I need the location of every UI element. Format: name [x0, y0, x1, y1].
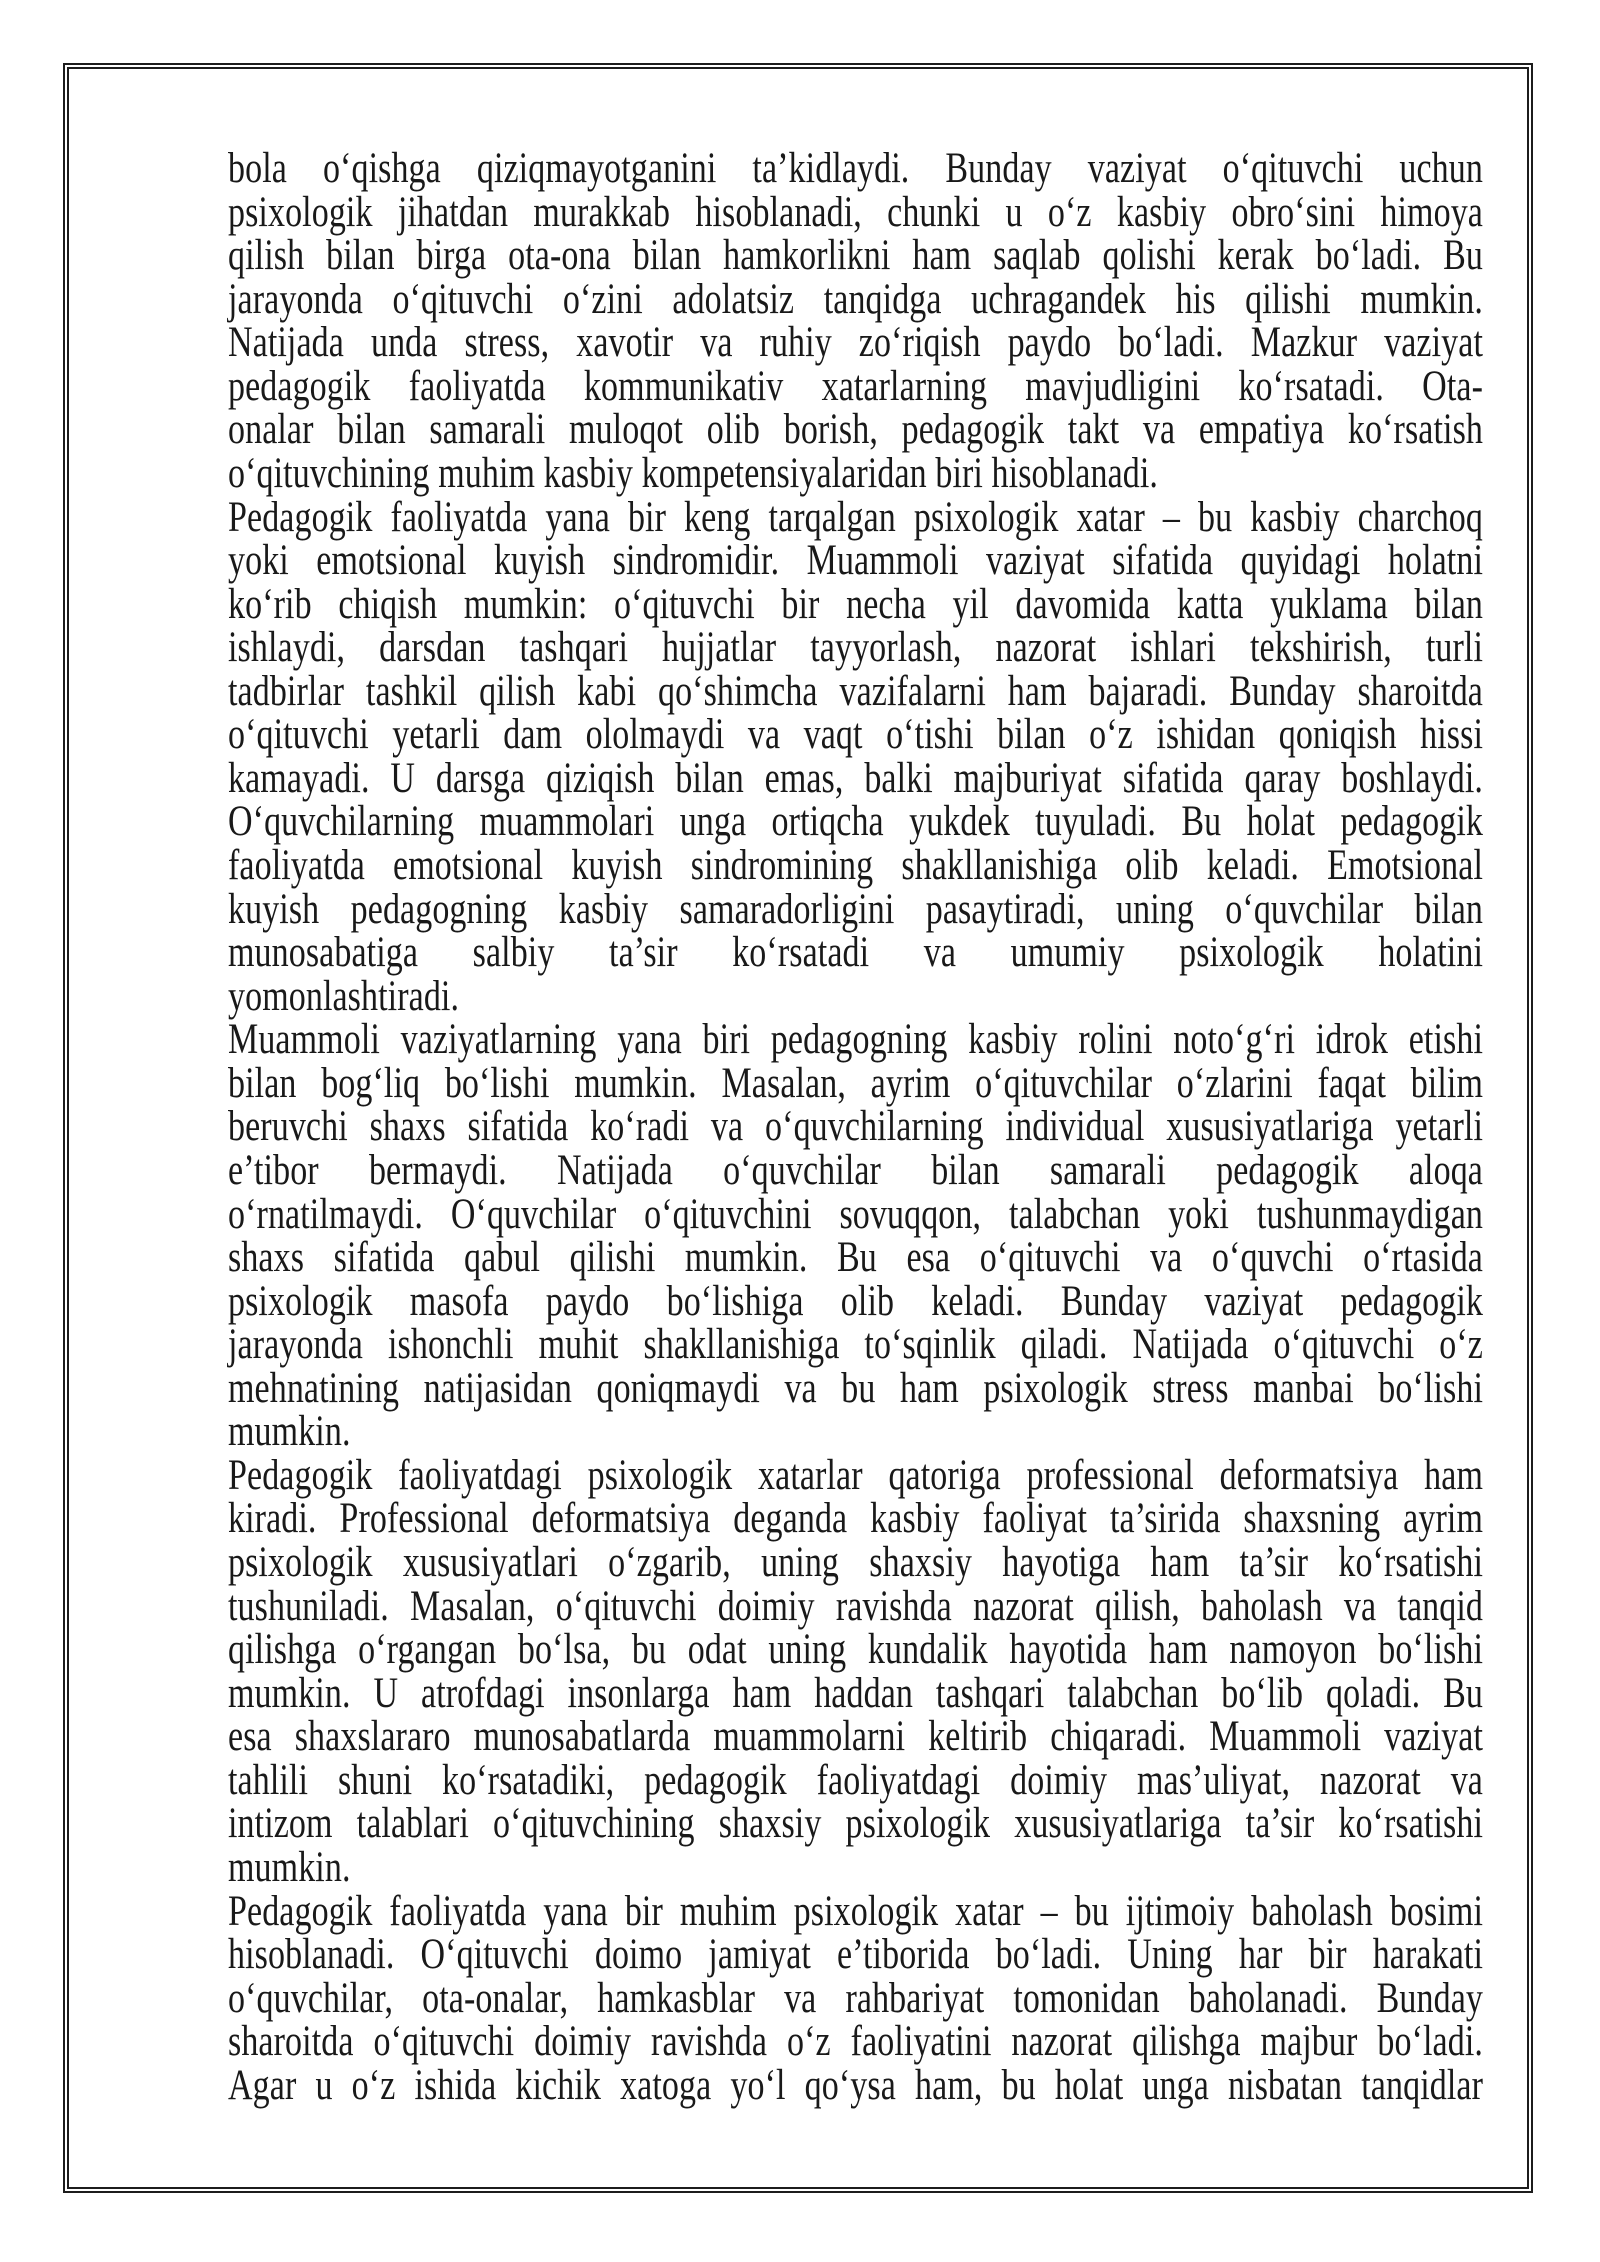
text-line: mumkin. — [228, 1408, 351, 1456]
text-line: Pedagogik faoliyatda yana bir muhim psixologik xatar – bu ijtimoiy baholash bosimi — [228, 1887, 1483, 1935]
text-line: kiradi. Professional deformatsiya deganda kasbiy faoliyat ta’sirida shaxsning ayrim — [228, 1495, 1483, 1543]
paragraph — [228, 144, 1483, 498]
page-border-inner — [67, 67, 1529, 2189]
text-line: jarayonda o‘qituvchi o‘zini adolatsiz tanqidga uchragandek his qilishi mumkin. — [228, 275, 1483, 323]
text-line: yoki emotsional kuyish sindromidir. Muammoli vaziyat sifatida quyidagi holatni — [228, 536, 1483, 585]
text-line: Pedagogik faoliyatdagi psixologik xatarlar qatoriga professional deformatsiya ham — [228, 1451, 1483, 1499]
text-line: tushuniladi. Masalan, o‘qituvchi doimiy ravishda nazorat qilish, baholash va tanqid — [228, 1582, 1483, 1630]
text-line: psixologik jihatdan murakkab hisoblanadi, chunki u o‘z kasbiy obro‘sini himoya — [228, 188, 1483, 236]
text-line: o‘rnatilmaydi. O‘quvchilar o‘qituvchini sovuqqon, talabchan yoki tushunmaydigan — [228, 1190, 1483, 1238]
text-line: o‘quvchilar, ota-onalar, hamkasblar va rahbariyat tomonidan baholanadi. Bunday — [228, 1974, 1483, 2022]
text-line: ishlaydi, darsdan tashqari hujjatlar tayyorlash, nazorat ishlari tekshirish, turli — [228, 623, 1483, 672]
text-line: munosabatiga salbiy ta’sir ko‘rsatadi va umumiy psixologik holatini — [228, 928, 1483, 977]
text-line: e’tibor bermaydi. Natijada o‘quvchilar bilan samarali pedagogik aloqa — [228, 1146, 1483, 1195]
text-line: qilish bilan birga ota-ona bilan hamkorlikni ham saqlab qolishi kerak bo‘ladi. Bu — [228, 231, 1483, 280]
text-line: Pedagogik faoliyatda yana bir keng tarqalgan psixologik xatar – bu kasbiy charchoq — [228, 493, 1483, 541]
text-line: bilan bog‘liq bo‘lishi mumkin. Masalan, ayrim o‘qituvchilar o‘zlarini faqat bilim — [228, 1059, 1483, 1107]
text-line: esa shaxslararo munosabatlarda muammolarni keltirib chiqaradi. Muammoli vaziyat — [228, 1712, 1483, 1761]
text-line: mehnatining natijasidan qoniqmaydi va bu ham psixologik stress manbai bo‘lishi — [228, 1364, 1483, 1412]
text-line: tadbirlar tashkil qilish kabi qo‘shimcha vazifalarni ham bajaradi. Bunday sharoitda — [228, 667, 1483, 715]
text-line: sharoitda o‘qituvchi doimiy ravishda o‘z faoliyatini nazorat qilishga majbur bo‘ladi. — [228, 2017, 1483, 2066]
paragraph — [228, 1887, 1483, 2109]
text-line: ko‘rib chiqish mumkin: o‘qituvchi bir necha yil davomida katta yuklama bilan — [228, 580, 1483, 628]
text-line: kamayadi. U darsga qiziqish bilan emas, balki majburiyat sifatida qaray boshlaydi. — [228, 754, 1483, 802]
text-line: pedagogik faoliyatda kommunikativ xatarlarning mavjudligini ko‘rsatadi. Ota- — [228, 362, 1483, 410]
paragraph — [228, 1451, 1483, 1892]
text-line: mumkin. U atrofdagi insonlarga ham haddan tashqari talabchan bo‘lib qoladi. Bu — [228, 1669, 1483, 1717]
text-line: kuyish pedagogning kasbiy samaradorligini pasaytiradi, uning o‘quvchilar bilan — [228, 885, 1483, 933]
page-border — [63, 63, 1533, 2193]
text-line: shaxs sifatida qabul qilishi mumkin. Bu esa o‘qituvchi va o‘quvchi o‘rtasida — [228, 1233, 1483, 1282]
text-line: bola o‘qishga qiziqmayotganini ta’kidlaydi. Bunday vaziyat o‘qituvchi uchun — [228, 144, 1483, 193]
text-line: psixologik xususiyatlari o‘zgarib, uning shaxsiy hayotiga ham ta’sir ko‘rsatishi — [228, 1538, 1483, 1587]
text-body — [228, 144, 1483, 2109]
text-line: o‘qituvchining muhim kasbiy kompetensiyalaridan biri hisoblanadi. — [228, 449, 1159, 498]
text-line: jarayonda ishonchli muhit shakllanishiga to‘sqinlik qiladi. Natijada o‘qituvchi o‘z — [228, 1320, 1483, 1369]
text-line: Natijada unda stress, xavotir va ruhiy zo‘riqish paydo bo‘ladi. Mazkur vaziyat — [228, 318, 1483, 367]
text-line: onalar bilan samarali muloqot olib borish, pedagogik takt va empatiya ko‘rsatish — [228, 406, 1483, 454]
text-line: hisoblanadi. O‘qituvchi doimo jamiyat e’tiborida bo‘ladi. Uning har bir harakati — [228, 1930, 1483, 1979]
text-line: intizom talablari o‘qituvchining shaxsiy psixologik xususiyatlariga ta’sir ko‘rsatishi — [228, 1800, 1483, 1848]
text-line: tahlili shuni ko‘rsatadiki, pedagogik faoliyatdagi doimiy mas’uliyat, nazorat va — [228, 1756, 1483, 1804]
text-line: mumkin. — [228, 1843, 351, 1892]
text-line: qilishga o‘rgangan bo‘lsa, bu odat uning kundalik hayotida ham namoyon bo‘lishi — [228, 1625, 1483, 1674]
text-line: Agar u o‘z ishida kichik xatoga yo‘l qo‘ysa ham, bu holat unga nisbatan tanqidlar — [228, 2061, 1483, 2109]
text-line: o‘qituvchi yetarli dam ololmaydi va vaqt o‘tishi bilan o‘z ishidan qoniqish hissi — [228, 711, 1483, 759]
text-line: O‘quvchilarning muammolari unga ortiqcha yukdek tuyuladi. Bu holat pedagogik — [228, 798, 1483, 846]
text-line: psixologik masofa paydo bo‘lishiga olib keladi. Bunday vaziyat pedagogik — [228, 1277, 1483, 1325]
paragraph — [228, 493, 1483, 1020]
text-line: faoliyatda emotsional kuyish sindromining shakllanishiga olib keladi. Emotsional — [228, 841, 1483, 890]
text-line: beruvchi shaxs sifatida ko‘radi va o‘quvchilarning individual xususiyatlariga yetarli — [228, 1103, 1483, 1151]
text-line: Muammoli vaziyatlarning yana biri pedagogning kasbiy rolini noto‘g‘ri idrok etishi — [228, 1015, 1483, 1064]
paragraph — [228, 1015, 1483, 1456]
text-line: yomonlashtiradi. — [228, 972, 460, 1020]
